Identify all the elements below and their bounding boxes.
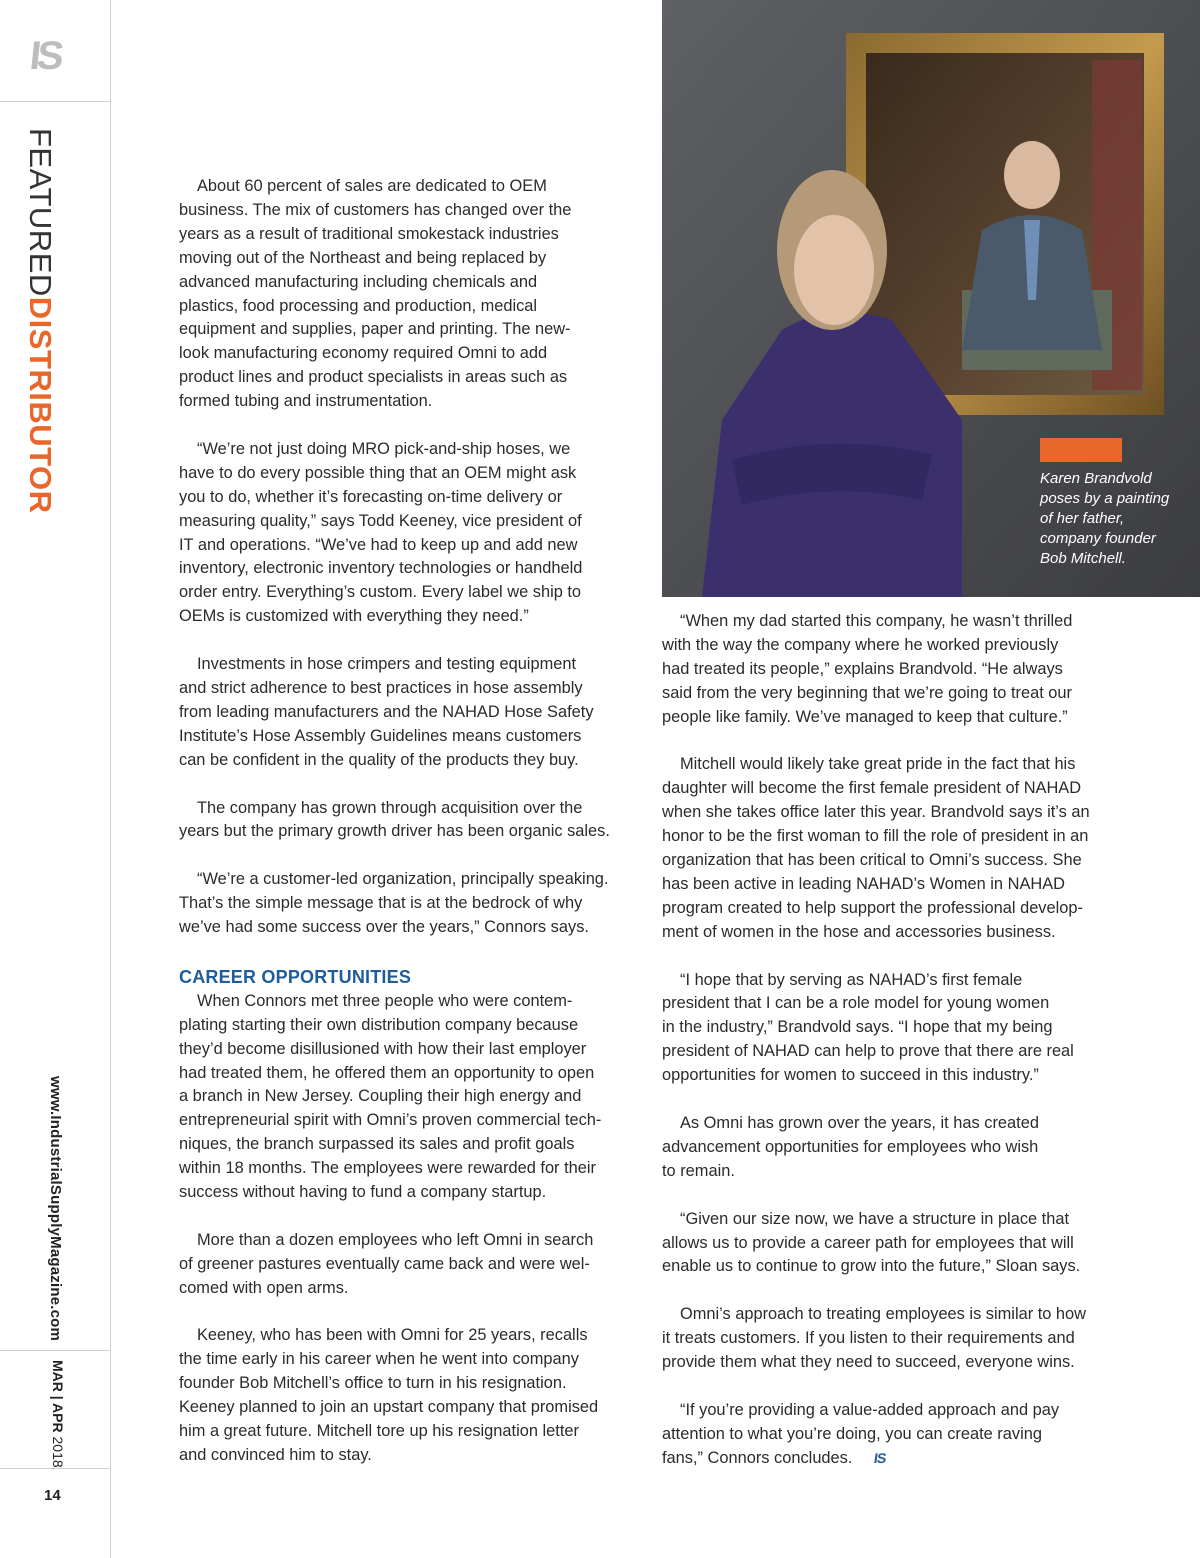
paragraph: “We’re a customer-led organization, principally speaking. That’s the simple message that is at the bedrock of why we’ve had some success over the years,” Connors says. [179,870,609,937]
end-mark-logo: IS [873,1449,887,1466]
section-label-bold: DISTRIBUTOR [23,296,58,514]
paragraph: The company has grown through acquisition over the years but the primary growth driver has been organic sales. [179,798,610,841]
magazine-url[interactable]: www.IndustrialSupplyMagazine.com [47,1076,64,1342]
paragraph: “Given our size now, we have a structure in place that allows us to provide a career path for employees that will enable us to continue to grow into the future,” Sloan says. [662,1209,1081,1276]
paragraph: “I hope that by serving as NAHAD’s first female president that I can be a role model for young women in the industry,” Brandvold says. “I hope that my being president of NAHAD can help to prove that there are real opportunities for women to succeed in this industry.” [662,970,1074,1085]
paragraph: About 60 percent of sales are dedicated to OEM business. The mix of customers has changed over the years as a result of traditional smokestack industries moving out of the Northeast and being replaced by advanced manufacturing including chemicals and plastics, food processing and production, medical equipment and supplies, paper and printing. The new- look manufacturing economy required Omni to add product lines and product specialists in areas such as formed tubing and instrumentation. [179,177,572,411]
sidebar-divider [0,1350,110,1351]
paragraph: “When my dad started this company, he wasn’t thrilled with the way the company where he worked previously had treated its people,” explains Brandvold. “He always said from the very beginning that we’re going to treat our people like family. We’ve managed to keep that culture.” [662,612,1073,726]
page-number: 14 [44,1487,61,1504]
issue-months: MAR | APR [50,1360,66,1433]
caption-accent-bar [1040,438,1122,462]
final-text: “If you’re providing a value-added approach and pay attention to what you’re doing, you can create raving fans,” Connors concludes. [662,1400,1060,1467]
sidebar-divider [0,101,110,102]
section-label-light: FEATURED [23,128,58,297]
paragraph: As Omni has grown over the years, it has created advancement opportunities for employees who wish to remain. [662,1113,1039,1180]
photo-caption: Karen Brandvold poses by a painting of her father, company founder Bob Mitchell. [1040,470,1170,567]
paragraph: Keeney, who has been with Omni for 25 years, recalls the time early in his career when he went into company founder Bob Mitchell’s office to turn in his resignation. Keeney planned to join an upstart company that promised him a great future. Mitchell tore up his resignation letter and convinced him to stay. [179,1326,599,1465]
section-heading: CAREER OPPORTUNITIES [179,966,412,987]
paragraph: When Connors met three people who were contem- plating starting their own distribution company because they’d become disillusioned with how their last employer had treated them, he offered them an opportunity to open a branch in New Jersey. Coupling their high energy and entrepreneurial spirit with Omni’s proven commercial tech- niques, the branch surpassed its sales and profit goals within 18 months. The employees were rewarded for their success without having to fund a company startup. [179,991,602,1202]
paragraph: More than a dozen employees who left Omni in search of greener pastures eventually came back and were wel- comed with open arms. [179,1230,594,1297]
sidebar-divider [0,1468,110,1469]
paragraph: Omni’s approach to treating employees is similar to how it treats customers. If you listen to their requirements and provide them what they need to succeed, everyone wins. [662,1305,1087,1372]
issue-date [50,1360,66,1468]
paragraph: “We’re not just doing MRO pick-and-ship hoses, we have to do every possible thing that an OEM might ask you to do, whether it’s forecasting on-time delivery or measuring quality,” says Todd Keeney, vice president of IT and operations. “We’ve had to keep up and add new inventory, electronic inventory technologies or handheld order entry. Everything’s custom. Every label we ship to OEMs is customized with everything they need.” [179,439,583,626]
paragraph-final [662,1399,1132,1471]
sidebar [0,0,111,1558]
article-column-left [179,175,639,1492]
section-label [22,128,58,514]
article-column-right [662,610,1132,1494]
paragraph: Investments in hose crimpers and testing equipment and strict adherence to best practices in hose assembly from leading manufacturers and the NAHAD Hose Safety Institute’s Hose Assembly Guidelines means customers can be confident in the quality of the products they buy. [179,655,594,769]
magazine-logo: IS [27,34,63,78]
paragraph: Mitchell would likely take great pride in the fact that his daughter will become the first female president of NAHAD when she takes office later this year. Brandvold says it’s an honor to be the first woman to fill the role of president in an organization that has been critical to Omni’s success. She has been active in leading NAHAD’s Women in NAHAD program created to help support the professional develop- ment of women in the hose and accessories business. [662,755,1090,941]
issue-year: 2018 [50,1436,66,1468]
